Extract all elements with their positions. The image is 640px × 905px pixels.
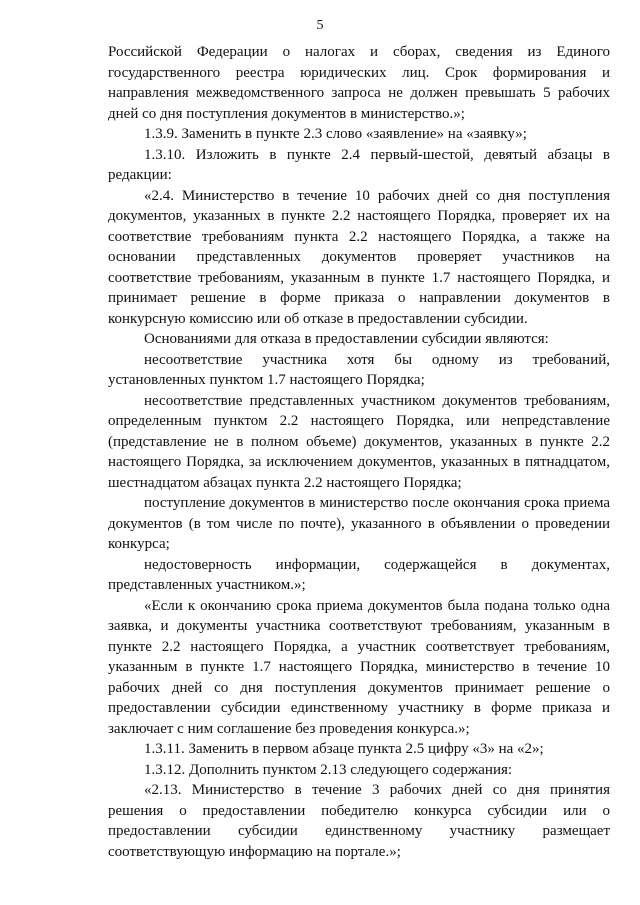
paragraph-item-1-3-9: 1.3.9. Заменить в пункте 2.3 слово «заявление» на «заявку»; [144, 126, 527, 142]
paragraph-item-1-3-10: 1.3.10. Изложить в пункте 2.4 первый-шестой, девятый абзацы в редакции: [108, 146, 610, 183]
paragraph-continuation: Российской Федерации о налогах и сборах, сведения из Единого государственного реестра юридических лиц. Срок формирования и направления межведомственного запроса не должен превышать 5 рабочих дней со дня поступления документов в министерство.»; [108, 44, 610, 122]
paragraph-single-application: «Если к окончанию срока приема документов была подана только одна заявка, и документы участника соответствуют требованиям, указанным в пункте 2.2 настоящего Порядка, а участник соответствует требованиям, указанным в пункте 1.7 настоящего Порядка, министерство в течение 10 рабочих дней со дня поступления документов принимает решение о предоставлении субсидии единственному участнику в форме приказа и заключает с ним соглашение без проведения конкурса.»; [108, 597, 610, 737]
paragraph-item-1-3-11: 1.3.11. Заменить в первом абзаце пункта 2.5 цифру «3» на «2»; [144, 741, 544, 757]
paragraph-ground-1: несоответствие участника хотя бы одному из требований, установленных пунктом 1.7 настоящего Порядка; [108, 351, 610, 388]
paragraph-refusal-grounds: Основаниями для отказа в предоставлении субсидии являются: [144, 331, 549, 347]
paragraph-ground-4: недостоверность информации, содержащейся в документах, представленных участником.»; [108, 556, 610, 593]
paragraph-quote-2-13: «2.13. Министерство в течение 3 рабочих дней со дня принятия решения о предоставлении победителю конкурса субсидии или о предоставлении субсидии единственному участнику размещает соответствующую информацию на портале.»; [108, 782, 610, 860]
paragraph-ground-3: поступление документов в министерство после окончания срока приема документов (в том числе по почте), указанного в объявлении о проведении конкурса; [108, 495, 610, 552]
paragraph-ground-2: несоответствие представленных участником документов требованиям, определенным пунктом 2.2 настоящего Порядка, или непредставление (представление не в полном объеме) документов, указанных в пункте 2.2 настоящего Порядка, за исключением документов, указанных в пятнадцатом, шестнадцатом абзацах пункта 2.2 настоящего Порядка; [108, 392, 610, 491]
page-number: 5 [316, 18, 324, 33]
paragraph-quote-2-4: «2.4. Министерство в течение 10 рабочих дней со дня поступления документов, указанных в пункте 2.2 настоящего Порядка, проверяет их на соответствие требованиям пункта 2.2 настоящего Порядка, а также на основании представленных документов проверяет участников на соответствие требованиям, указанным в пункте 1.7 настоящего Порядка, и принимает решение в форме приказа о направлении документов в конкурсную комиссию или об отказе в предоставлении субсидии. [108, 187, 610, 327]
paragraph-item-1-3-12: 1.3.12. Дополнить пунктом 2.13 следующего содержания: [144, 761, 513, 778]
document-body [108, 42, 610, 862]
